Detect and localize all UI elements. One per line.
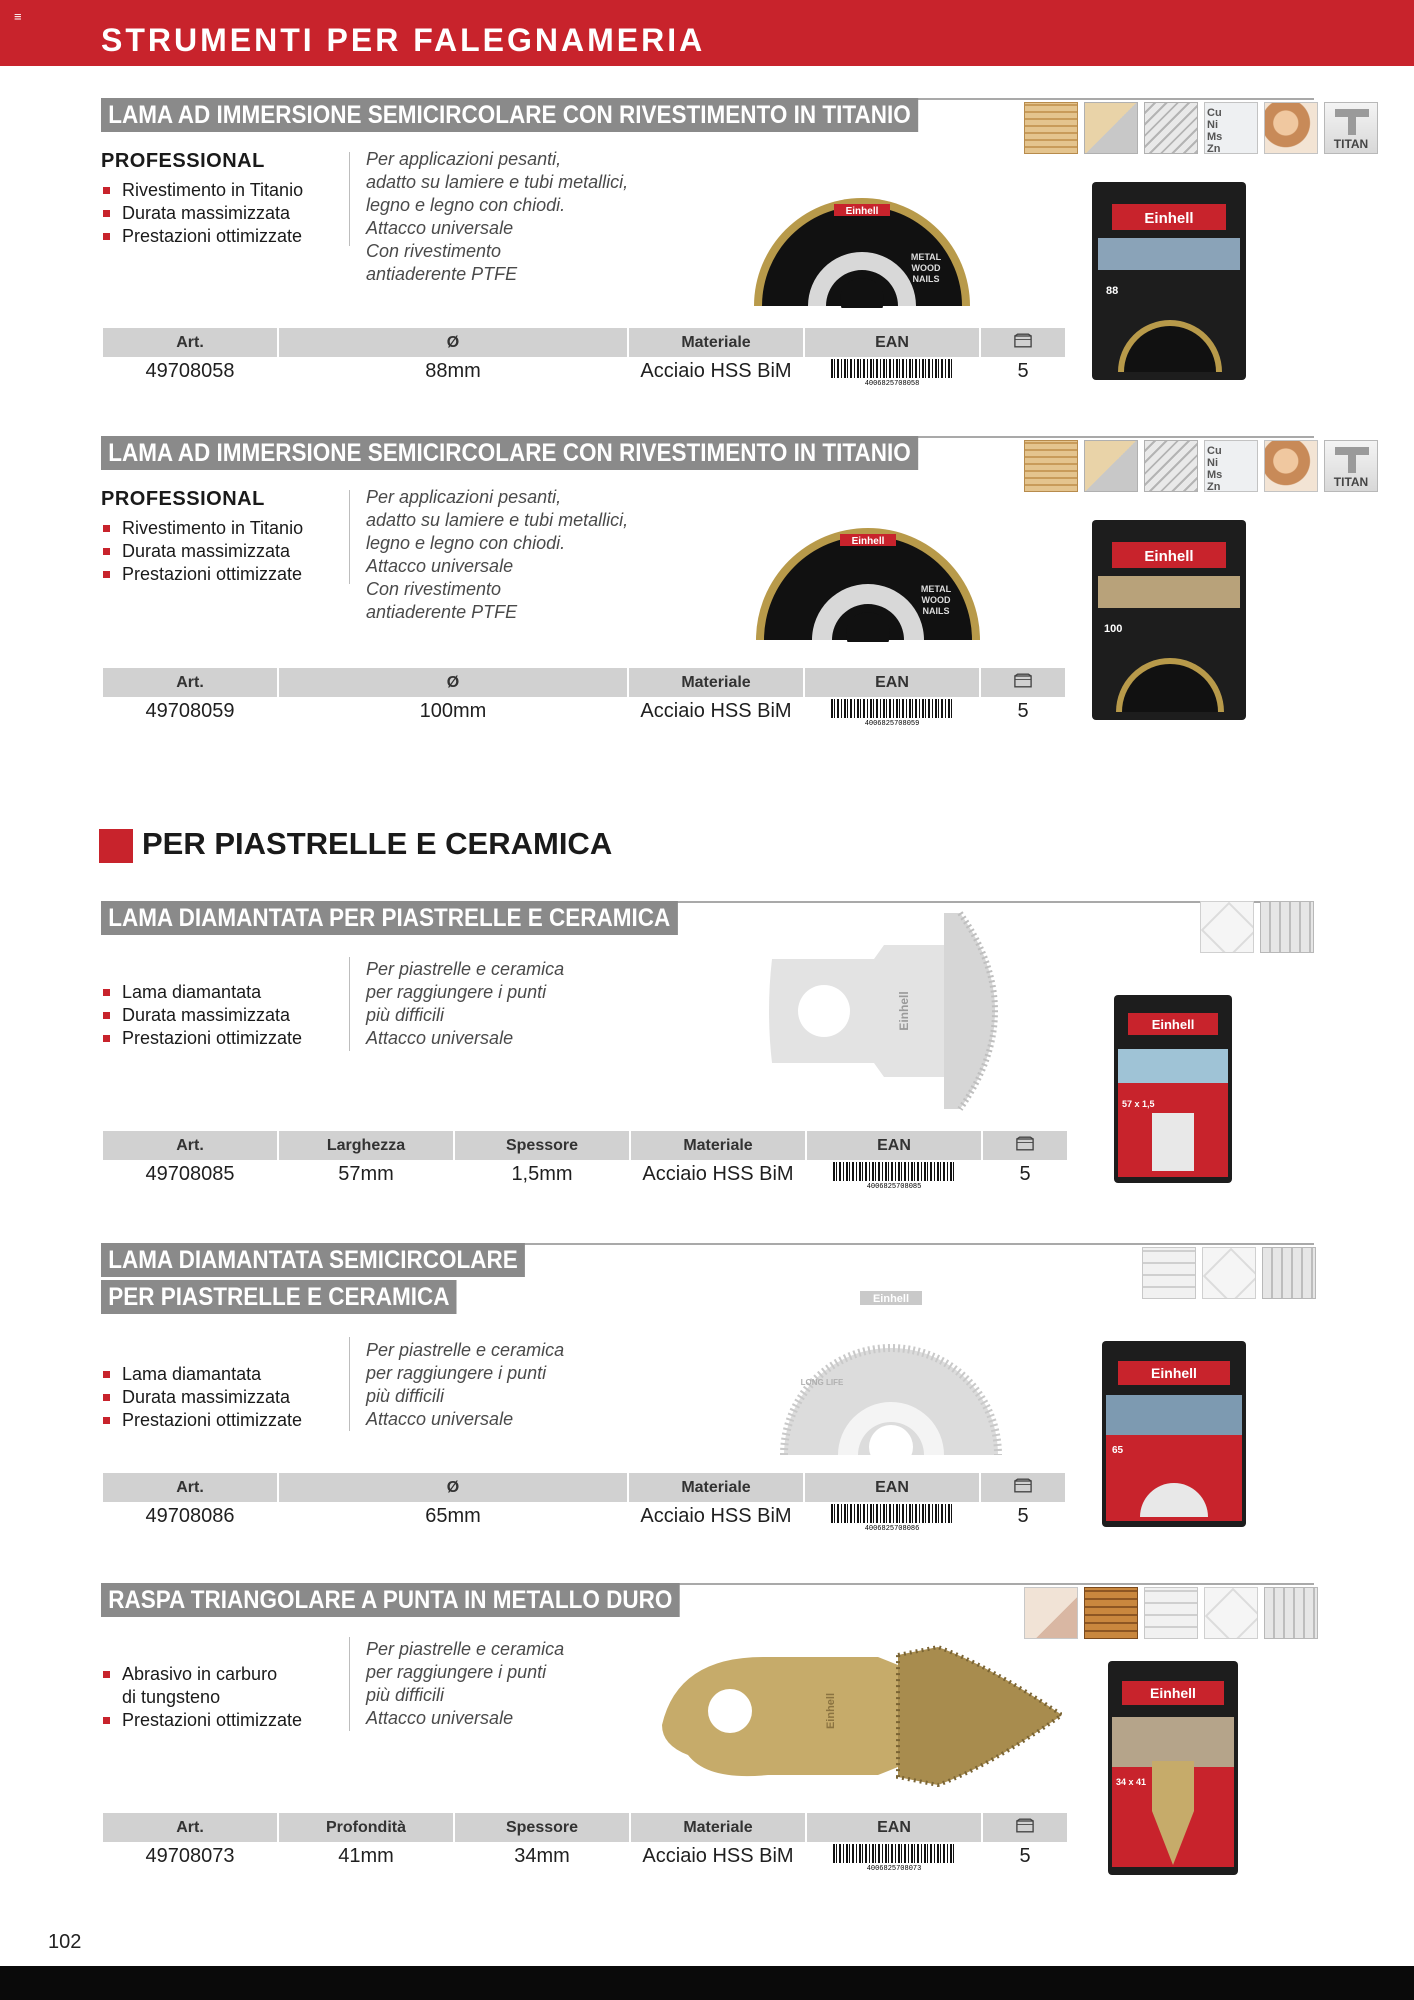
header-cell: Art. (103, 328, 277, 357)
product-title: LAMA DIAMANTATA SEMICIRCOLARE (101, 1243, 525, 1277)
vertical-separator (349, 1337, 350, 1431)
spec-table (101, 1473, 1067, 1531)
spec-table (101, 668, 1067, 726)
header-cell: Art. (103, 1813, 277, 1842)
table-row (103, 1842, 1067, 1871)
wood-icon (1024, 102, 1078, 154)
spec-header-row (103, 1813, 1067, 1842)
diameter-value: 88mm (425, 360, 481, 382)
blade-image (658, 1645, 1062, 1787)
feature-item: Prestazioni ottimizzate (103, 1709, 302, 1732)
feature-item: Prestazioni ottimizzate (103, 1409, 302, 1432)
header-cell: EAN (807, 1813, 981, 1842)
feature-item: Prestazioni ottimizzate (103, 1027, 302, 1050)
header-cell: Art. (103, 1473, 277, 1502)
table-row (103, 357, 1065, 386)
blade-label: WOOD (911, 263, 941, 273)
spec-table (101, 1813, 1069, 1871)
product-line-label: PROFESSIONAL (101, 150, 265, 172)
header-cell: Ø (279, 1473, 627, 1502)
vertical-separator (349, 152, 350, 246)
header-cell: Larghezza (279, 1131, 453, 1160)
material-icons (1024, 440, 1378, 492)
package-brand: Einhell (1144, 548, 1194, 565)
article-number: 49708058 (145, 360, 235, 382)
header-cell (981, 328, 1065, 357)
feature-list (103, 981, 302, 1050)
table-row (103, 1160, 1067, 1189)
header-cell: Art. (103, 1131, 277, 1160)
barcode (833, 1162, 955, 1188)
package-brand: Einhell (1151, 1017, 1195, 1032)
package-image (1102, 1341, 1246, 1527)
header-cell: Materiale (631, 1813, 805, 1842)
vertical-separator (349, 490, 350, 584)
package-size: 57 x 1,5 (1122, 1099, 1155, 1109)
package-brand: Einhell (1144, 210, 1194, 227)
product-block (0, 899, 1414, 1199)
section-title: PER PIASTRELLE E CERAMICA (142, 826, 613, 861)
blade-image (750, 160, 974, 308)
package-image (1092, 182, 1246, 380)
copper-icon (1264, 102, 1318, 154)
feature-item-continuation: di tungsteno (122, 1687, 221, 1707)
pack-quantity: 5 (1019, 1845, 1031, 1867)
non-ferrous-metal-icon: Cu Ni Ms Zn (1204, 102, 1258, 154)
feature-item: Lama diamantata (103, 1363, 302, 1386)
product-description: Per piastrelle e ceramica per raggiungere i punti più difficili Attacco universale (366, 1639, 565, 1728)
ean-digits: 4006825708059 (864, 719, 920, 725)
ean-cell (807, 1842, 981, 1871)
product-description: Per piastrelle e ceramica per raggiungere i punti più difficili Attacco universale (366, 959, 565, 1048)
copper-icon (1264, 440, 1318, 492)
blade-label: LONG LIFE (800, 1378, 844, 1387)
spec-header-row (103, 1473, 1065, 1502)
wood-icon (1084, 1587, 1138, 1639)
package-size: 65 (1112, 1445, 1124, 1456)
header-cell: EAN (805, 668, 979, 697)
package-box-icon (1014, 333, 1032, 348)
package-size: 100 (1104, 623, 1123, 635)
titan-icon: TITAN (1324, 102, 1378, 154)
ean-digits: 4006825708058 (864, 379, 920, 385)
header-cell: Ø (279, 668, 627, 697)
pack-quantity: 5 (1017, 1505, 1029, 1527)
pack-quantity: 5 (1019, 1163, 1031, 1185)
depth-value: 41mm (338, 1845, 394, 1867)
feature-item: Prestazioni ottimizzate (103, 225, 303, 248)
header-cell: Materiale (629, 1473, 803, 1502)
material-value: Acciaio HSS BiM (640, 360, 792, 382)
feature-list (103, 179, 303, 248)
package-image (1092, 520, 1246, 720)
feature-item: Durata massimizzata (103, 1386, 302, 1409)
ean-cell (807, 1160, 981, 1189)
article-number: 49708059 (145, 700, 235, 722)
tile-icon (1200, 901, 1254, 953)
bottom-bar (0, 1966, 1414, 2000)
ean-cell (805, 357, 979, 386)
blade-brand: Einhell (845, 206, 879, 217)
tile-icon (1204, 1587, 1258, 1639)
product-block (0, 434, 1414, 734)
pack-quantity: 5 (1017, 700, 1029, 722)
product-title: LAMA AD IMMERSIONE SEMICIRCOLARE CON RIVESTIMENTO IN TITANIO (101, 436, 918, 470)
article-number: 49708085 (145, 1163, 235, 1185)
ean-cell (805, 1502, 979, 1531)
header-cell: Materiale (629, 328, 803, 357)
material-icons (1200, 901, 1314, 953)
table-row (103, 697, 1065, 726)
blade-brand: Einhell (851, 536, 885, 547)
product-title: RASPA TRIANGOLARE A PUNTA IN METALLO DURO (101, 1583, 680, 1617)
section-marker (99, 829, 133, 863)
header-cell: Materiale (629, 668, 803, 697)
blade-label: NAILS (912, 274, 940, 284)
product-description: Per applicazioni pesanti, adatto su lamiere e tubi metallici, legno e legno con chiodi. Attacco universale Con rivestimento antiaderente PTFE (366, 487, 629, 622)
ean-cell (805, 697, 979, 726)
blade-brand: Einhell (825, 1692, 837, 1730)
spec-header-row (103, 668, 1065, 697)
header-cell: EAN (807, 1131, 981, 1160)
blade-label: METAL (920, 584, 952, 594)
package-size: 34 x 41 (1116, 1777, 1147, 1787)
stone-icon (1262, 1247, 1316, 1299)
feature-item: Durata massimizzata (103, 1004, 302, 1027)
table-row (103, 1502, 1065, 1531)
feature-item: Lama diamantata (103, 981, 302, 1004)
spec-header-row (103, 1131, 1067, 1160)
material-icons (1024, 1587, 1318, 1639)
product-block (0, 1241, 1414, 1541)
non-ferrous-metal-icon: Cu Ni Ms Zn (1204, 440, 1258, 492)
package-box-icon (1014, 1478, 1032, 1493)
nailed-wood-icon (1084, 102, 1138, 154)
titan-icon: TITAN (1324, 440, 1378, 492)
menu-icon[interactable]: ≡ (14, 9, 22, 24)
material-value: Acciaio HSS BiM (642, 1163, 794, 1185)
package-box-icon (1016, 1818, 1034, 1833)
header-cell: Ø (279, 328, 627, 357)
header-cell (983, 1813, 1067, 1842)
feature-item: Rivestimento in Titanio (103, 179, 303, 202)
blade-label: NAILS (922, 606, 950, 616)
feature-list (103, 1663, 302, 1732)
vertical-separator (349, 957, 350, 1051)
product-description: Per applicazioni pesanti, adatto su lamiere e tubi metallici, legno e legno con chiodi. Attacco universale Con rivestimento antiaderente PTFE (366, 149, 629, 284)
feature-item: Prestazioni ottimizzate (103, 563, 303, 586)
page-title: STRUMENTI PER FALEGNAMERIA (101, 22, 706, 58)
package-image (1108, 1661, 1238, 1875)
blade-label: WOOD (921, 595, 951, 605)
feature-item: Durata massimizzata (103, 540, 303, 563)
metal-sheet-icon (1144, 440, 1198, 492)
header-cell: EAN (805, 328, 979, 357)
header-cell (981, 1473, 1065, 1502)
spec-header-row (103, 328, 1065, 357)
material-value: Acciaio HSS BiM (642, 1845, 794, 1867)
feature-list (103, 1363, 302, 1432)
article-number: 49708086 (145, 1505, 235, 1527)
stone-icon (1264, 1587, 1318, 1639)
product-block (0, 96, 1414, 396)
brick-icon (1142, 1247, 1196, 1299)
thickness-value: 1,5mm (511, 1163, 573, 1185)
header-cell: Profondità (279, 1813, 453, 1842)
material-icons (1142, 1247, 1316, 1299)
spec-table (101, 328, 1067, 386)
diameter-value: 100mm (419, 700, 487, 722)
vertical-separator (349, 1637, 350, 1731)
ean-digits: 4006825708086 (864, 1524, 920, 1530)
feature-item: Durata massimizzata (103, 202, 303, 225)
header-cell (981, 668, 1065, 697)
header-cell: EAN (805, 1473, 979, 1502)
feature-item: Rivestimento in Titanio (103, 517, 303, 540)
header-cell: Materiale (631, 1131, 805, 1160)
pack-quantity: 5 (1017, 360, 1029, 382)
article-number: 49708073 (145, 1845, 235, 1867)
package-brand: Einhell (1150, 1685, 1196, 1701)
blade-brand: Einhell (897, 991, 911, 1031)
thickness-value: 34mm (514, 1845, 570, 1867)
blade-label: METAL (910, 252, 942, 262)
diameter-value: 65mm (425, 1505, 481, 1527)
width-value: 57mm (338, 1163, 394, 1185)
package-box-icon (1014, 673, 1032, 688)
spec-table (101, 1131, 1069, 1189)
package-box-icon (1016, 1136, 1034, 1151)
material-icons (1024, 102, 1378, 154)
header-cell: Spessore (455, 1131, 629, 1160)
blade-image (764, 911, 1044, 1111)
material-value: Acciaio HSS BiM (640, 1505, 792, 1527)
feature-list (103, 517, 303, 586)
product-title-line2: PER PIASTRELLE E CERAMICA (101, 1280, 457, 1314)
header-cell (983, 1131, 1067, 1160)
plaster-icon (1024, 1587, 1078, 1639)
wood-icon (1024, 440, 1078, 492)
barcode (831, 359, 953, 385)
barcode (833, 1844, 955, 1870)
header-cell: Spessore (455, 1813, 629, 1842)
product-title: LAMA DIAMANTATA PER PIASTRELLE E CERAMICA (101, 901, 677, 935)
package-brand: Einhell (1151, 1365, 1197, 1381)
product-line-label: PROFESSIONAL (101, 488, 265, 510)
stone-icon (1260, 901, 1314, 953)
barcode (831, 1504, 953, 1530)
product-title: LAMA AD IMMERSIONE SEMICIRCOLARE CON RIVESTIMENTO IN TITANIO (101, 98, 918, 132)
package-size: 88 (1106, 285, 1119, 297)
feature-item: Abrasivo in carburo (103, 1663, 302, 1686)
brick-icon (1144, 1587, 1198, 1639)
header-cell: Art. (103, 668, 277, 697)
ean-digits: 4006825708085 (866, 1182, 922, 1188)
metal-sheet-icon (1144, 102, 1198, 154)
nailed-wood-icon (1084, 440, 1138, 492)
package-image (1114, 995, 1232, 1183)
barcode (831, 699, 953, 725)
product-description: Per piastrelle e ceramica per raggiungere i punti più difficili Attacco universale (366, 1340, 565, 1429)
page-number: 102 (48, 1931, 82, 1953)
top-header-bar (0, 0, 1414, 66)
blade-image (752, 492, 984, 642)
blade-image (776, 1255, 1006, 1475)
product-block (0, 1581, 1414, 1881)
blade-brand: Einhell (872, 1293, 910, 1305)
tile-icon (1202, 1247, 1256, 1299)
material-value: Acciaio HSS BiM (640, 700, 792, 722)
ean-digits: 4006825708073 (866, 1864, 922, 1870)
